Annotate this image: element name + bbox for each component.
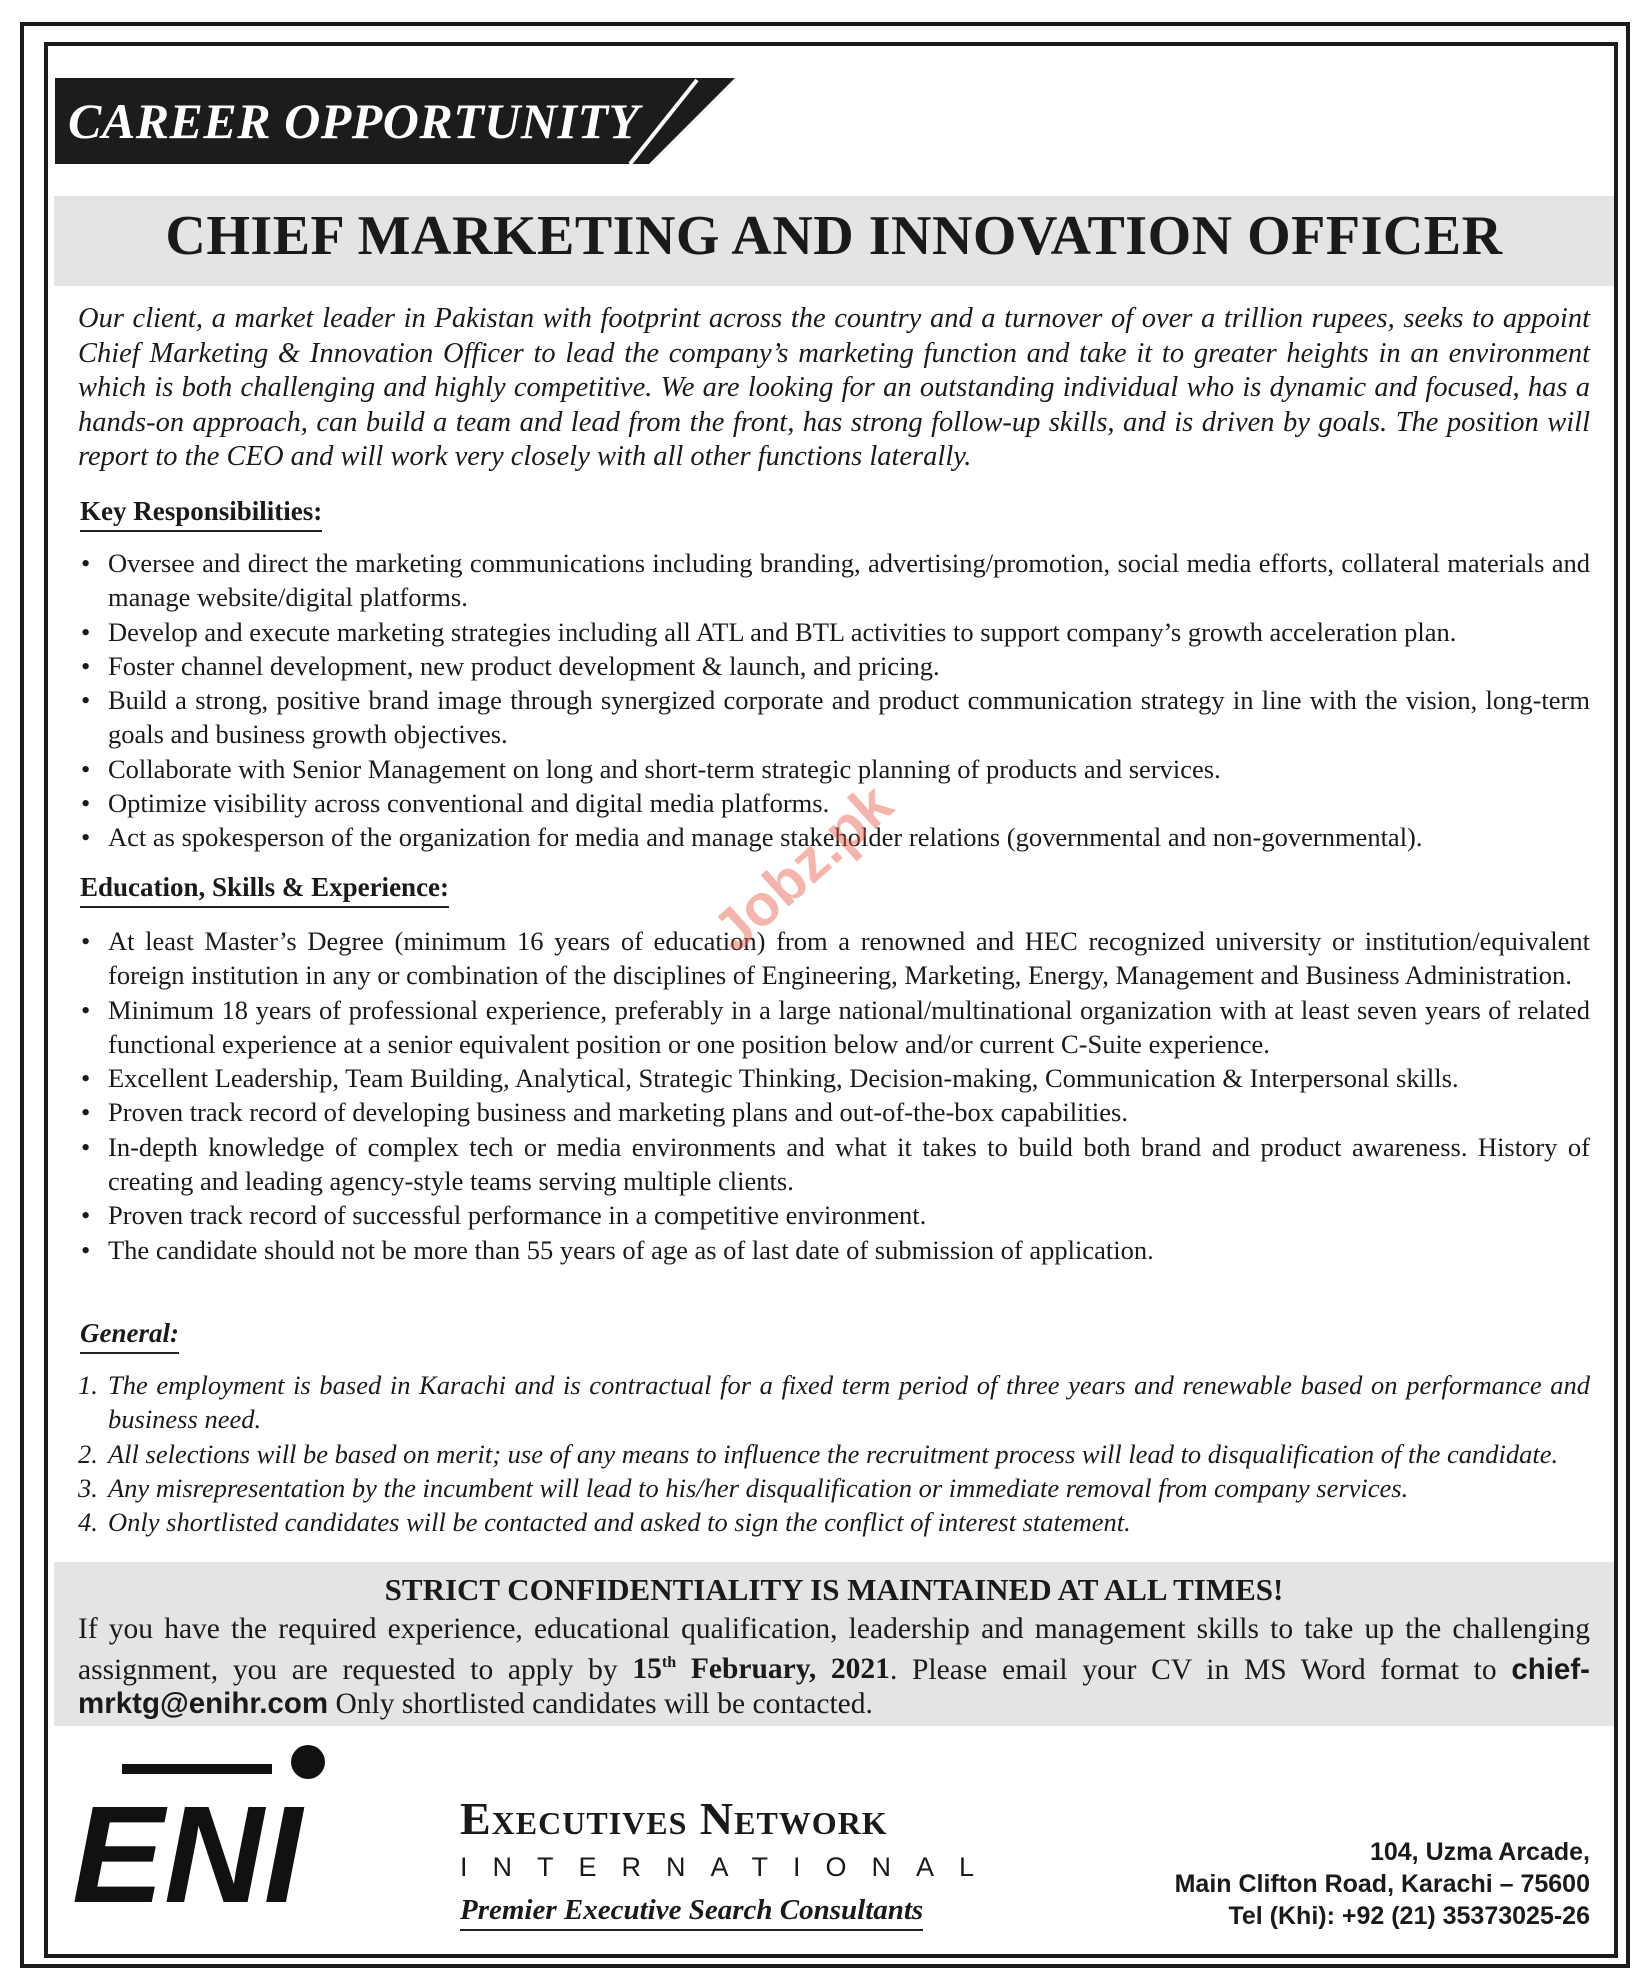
- confidentiality-title: STRICT CONFIDENTIALITY IS MAINTAINED AT ALL TIMES!: [384, 1572, 1284, 1607]
- address-phone: Tel (Khi): +92 (21) 35373025-26: [1228, 1902, 1590, 1930]
- general-item-text: All selections will be based on merit; use of any means to influence the recruitment process will lead to disqualification of the candidate.: [108, 1438, 1559, 1469]
- bullet-icon: •: [81, 1131, 91, 1162]
- firm-address: [1175, 1836, 1590, 1932]
- apply-email[interactable]: chief-mrktg@enihr.com: [78, 1652, 1590, 1720]
- bullet-icon: •: [81, 650, 91, 681]
- apply-text-email-intro: . Please email your CV in MS Word format to: [889, 1653, 1512, 1686]
- general-item: [78, 1437, 1590, 1471]
- list-item-text: Minimum 18 years of professional experience, preferably in a large national/multinational organization with at least seven years of related functional experience at a senior equivalent position or one position below and/or current C-Suite experience.: [108, 994, 1590, 1059]
- list-item: [78, 546, 1590, 615]
- eni-logo: [70, 1742, 340, 1912]
- list-item: [78, 649, 1590, 683]
- list-item: [78, 1233, 1590, 1267]
- job-title: CHIEF MARKETING AND INNOVATION OFFICER: [165, 205, 1503, 267]
- apply-deadline: 15th February, 2021: [632, 1653, 890, 1686]
- list-item: [78, 1198, 1590, 1232]
- list-item-text: Excellent Leadership, Team Building, Analytical, Strategic Thinking, Decision-making, Communication & Interpersonal skills.: [108, 1063, 1459, 1094]
- general-item: [78, 1471, 1590, 1505]
- list-item: [78, 1061, 1590, 1095]
- general-item-number: 4.: [78, 1507, 98, 1538]
- list-item-text: At least Master’s Degree (minimum 16 years of education) from a renowned and HEC recognized university or institution/equivalent foreign institution in any or combination of the disciplines of Engineering, Marketing, Energy, Management and Business Administration.: [108, 926, 1590, 991]
- list-item-text: Proven track record of developing business and marketing plans and out-of-the-box capabilities.: [108, 1097, 1128, 1128]
- general-item: [78, 1368, 1590, 1437]
- bullet-icon: •: [81, 994, 91, 1025]
- general-item-number: 1.: [78, 1370, 98, 1400]
- bullet-icon: •: [81, 788, 91, 819]
- apply-text-closing: Only shortlisted candidates will be contacted.: [328, 1687, 873, 1720]
- list-item-text: In-depth knowledge of complex tech or media environments and what it takes to build both brand and product awareness. History of creating and leading agency-style teams serving multiple clients.: [108, 1131, 1590, 1197]
- list-item: [78, 924, 1590, 993]
- list-item: [78, 752, 1590, 786]
- list-item-text: Oversee and direct the marketing communications including branding, advertising/promotion, social media efforts, collateral materials and manage website/digital platforms.: [108, 548, 1590, 613]
- apply-text: If you have the required experience, educational qualification, leadership and management skills to take up the challenging assignment, you are requested to apply by: [78, 1613, 1590, 1686]
- list-item: [78, 683, 1590, 752]
- general-item-text: The employment is based in Karachi and is contractual for a fixed term period of three years and renewable based on performance and business need.: [108, 1370, 1590, 1435]
- list-item-text: Optimize visibility across conventional and digital media platforms.: [108, 788, 830, 819]
- general-item-number: 3.: [78, 1472, 98, 1503]
- career-banner-label: CAREER OPPORTUNITY: [68, 93, 640, 149]
- address-line-2: Main Clifton Road, Karachi – 75600: [1174, 1870, 1590, 1898]
- list-item: [78, 1095, 1590, 1129]
- firm-name: Executives Network: [460, 1793, 888, 1844]
- general-item-number: 2.: [78, 1438, 98, 1469]
- apply-paragraph: [78, 1612, 1590, 1721]
- list-item-text: The candidate should not be more than 55 years of age as of last date of submission of application.: [108, 1234, 1154, 1265]
- bullet-icon: •: [81, 926, 91, 956]
- svg-text:ENI: ENI: [72, 1778, 303, 1912]
- list-item-text: Foster channel development, new product development & launch, and pricing.: [108, 650, 940, 681]
- general-item-text: Only shortlisted candidates will be contacted and asked to sign the conflict of interest statement.: [108, 1507, 1131, 1538]
- responsibilities-heading: Key Responsibilities:: [80, 496, 322, 532]
- list-item-text: Proven track record of successful performance in a competitive environment.: [108, 1200, 927, 1231]
- list-item: [78, 993, 1590, 1062]
- bullet-icon: •: [81, 1200, 91, 1231]
- bullet-icon: •: [81, 685, 91, 716]
- list-item-text: Develop and execute marketing strategies including all ATL and BTL activities to support company’s growth acceleration plan.: [108, 616, 1457, 647]
- firm-tagline: Premier Executive Search Consultants: [460, 1894, 923, 1931]
- general-heading: General:: [80, 1318, 179, 1354]
- bullet-icon: •: [81, 616, 91, 647]
- general-item: [78, 1505, 1590, 1539]
- list-item-text: Build a strong, positive brand image through synergized corporate and product communication strategy in line with the vision, long-term goals and business growth objectives.: [108, 685, 1590, 750]
- education-list: [78, 924, 1590, 1267]
- general-item-text: Any misrepresentation by the incumbent will lead to his/her disqualification or immediate removal from company services.: [108, 1472, 1409, 1503]
- bullet-icon: •: [81, 548, 91, 578]
- intro-paragraph: Our client, a market leader in Pakistan with footprint across the country and a turnover of over a trillion rupees, seeks to appoint Chief Marketing & Innovation Officer to lead the company’s marketing function and take it to greater heights in an environment which is both challenging and highly competitive. We are looking for an outstanding individual who is dynamic and focused, has a hands-on approach, can build a team and lead from the front, has strong follow-up skills, and is driven by goals. The position will report to the CEO and will work very closely with all other functions laterally.: [78, 303, 1590, 472]
- list-item: [78, 615, 1590, 649]
- bullet-icon: •: [81, 1063, 91, 1094]
- bullet-icon: •: [81, 1097, 91, 1128]
- address-line-1: 104, Uzma Arcade,: [1369, 1838, 1590, 1866]
- education-heading: Education, Skills & Experience:: [80, 872, 449, 908]
- watermark: Jobz.pk: [700, 771, 905, 965]
- bullet-icon: •: [81, 1234, 91, 1265]
- list-item-text: Collaborate with Senior Management on long and short-term strategic planning of products and services.: [108, 753, 1221, 784]
- bullet-icon: •: [81, 822, 91, 853]
- list-item-text: Act as spokesperson of the organization for media and manage stakeholder relations (governmental and non-governmental).: [108, 822, 1423, 853]
- general-list: [78, 1368, 1590, 1539]
- bullet-icon: •: [81, 753, 91, 784]
- firm-international: INTERNATIONAL: [460, 1852, 1000, 1882]
- list-item: [78, 1130, 1590, 1199]
